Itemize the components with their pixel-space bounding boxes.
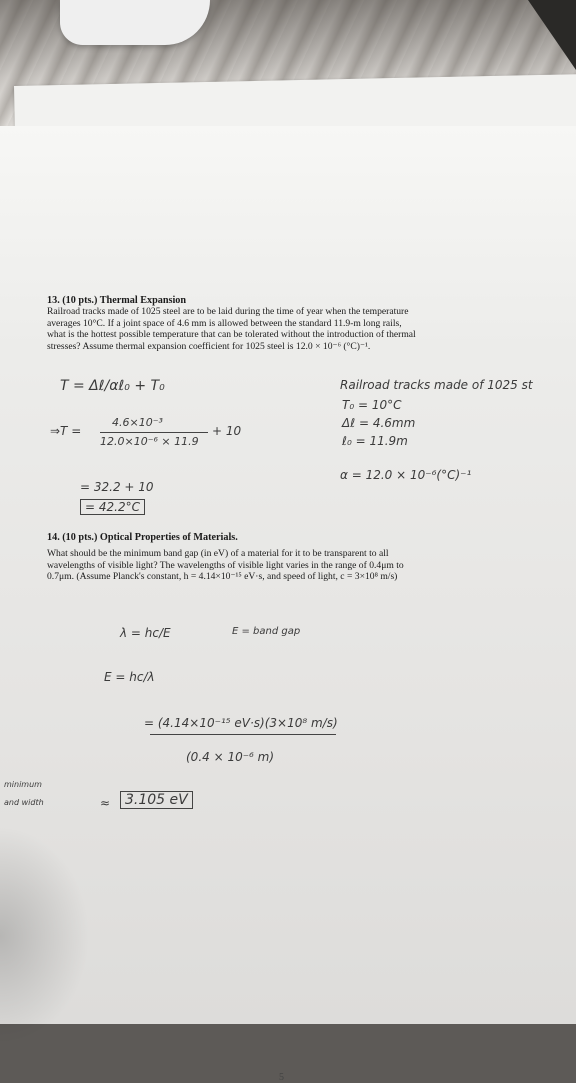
step1-prefix: ⇒T =: [50, 424, 82, 438]
given-dl: Δℓ = 4.6mm: [342, 416, 416, 430]
problem-14-line: wavelengths of visible light? The wavelengths of visible light varies in the range of 0.4μm to: [47, 559, 404, 571]
problem-14-line: What should be the minimum band gap (in eV) of a material for it to be transparent to all: [47, 548, 389, 560]
problem-13-line: stresses? Assume thermal expansion coefficient for 1025 steel is 12.0 × 10⁻⁶ (°C)⁻¹.: [47, 340, 371, 352]
answer-14: [120, 792, 193, 808]
answer-13: [80, 500, 145, 514]
step1-suffix: + 10: [212, 424, 242, 438]
given-l0: ℓ₀ = 11.9m: [342, 434, 408, 448]
mug-object: [60, 0, 210, 45]
given-alpha: α = 12.0 × 10⁻⁶(°C)⁻¹: [340, 468, 472, 482]
problem-13-line: Railroad tracks made of 1025 steel are to be laid during the time of year when the temperature: [47, 306, 409, 318]
step1-numerator: 4.6×10⁻³: [112, 416, 163, 429]
fraction-line: [150, 734, 336, 735]
problem-13-line: averages 10°C. If a joint space of 4.6 mm is allowed between the standard 11.9-m long rails,: [47, 317, 402, 329]
answer-14-prefix: ≈: [100, 796, 111, 810]
given-title: Railroad tracks made of 1025 st: [340, 378, 533, 392]
step1-denominator: 12.0×10⁻⁶ × 11.9: [100, 435, 199, 448]
answer-13-box: = 42.2°C: [80, 499, 145, 515]
margin-note-1: minimum: [4, 780, 42, 789]
problem-13-heading: 13. (10 pts.) Thermal Expansion: [47, 295, 187, 306]
problem-14-line: 0.7μm. (Assume Planck's constant, h = 4.14×10⁻¹⁵ eV·s, and speed of light, c = 3×10⁸ m/s): [47, 571, 398, 583]
lambda-eq: λ = hc/E: [120, 626, 171, 640]
fraction-line: [100, 432, 208, 433]
page-number: 5: [279, 1072, 284, 1083]
problem-13-line: what is the hottest possible temperature that can be tolerated without the introduction of thermal: [47, 329, 416, 341]
side-shadow: [0, 826, 90, 1046]
problem-13: [47, 295, 539, 352]
answer-14-box: 3.105 eV: [120, 791, 193, 809]
denominator-14: (0.4 × 10⁻⁶ m): [186, 750, 275, 764]
numerator-14: = (4.14×10⁻¹⁵ eV·s)(3×10⁸ m/s): [144, 716, 338, 730]
paper-sheet: [0, 126, 576, 1083]
problem-14: [47, 532, 539, 583]
given-t0: T₀ = 10°C: [342, 398, 402, 412]
margin-note-2: and width: [4, 798, 44, 807]
band-gap-note: E = band gap: [232, 626, 301, 637]
problem-14-heading: 14. (10 pts.) Optical Properties of Materials.: [47, 532, 238, 543]
step2: = 32.2 + 10: [80, 480, 154, 494]
formula-13: T = Δℓ/αℓ₀ + T₀: [60, 378, 165, 394]
e-eq: E = hc/λ: [104, 670, 155, 684]
